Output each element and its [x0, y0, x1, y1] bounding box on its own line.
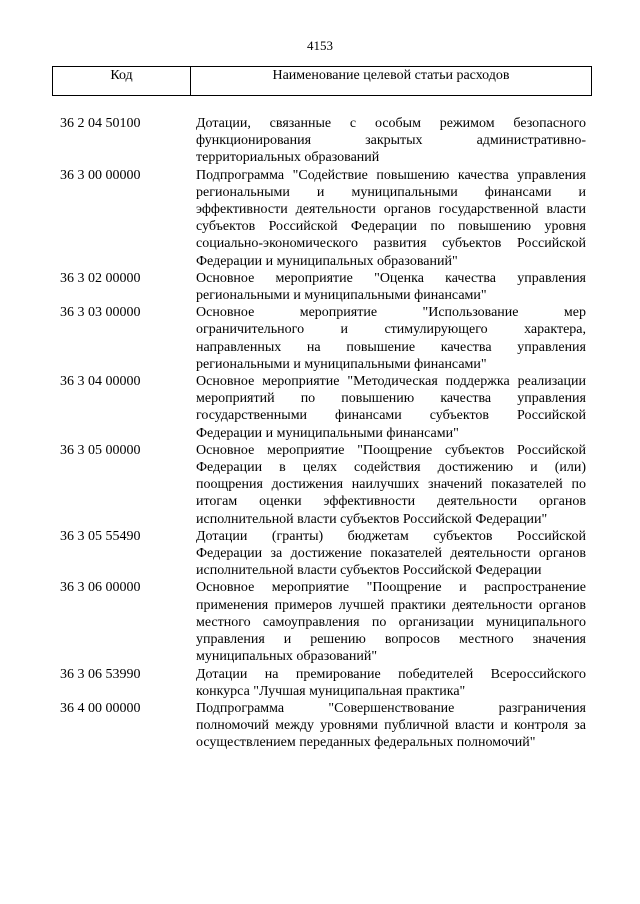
budget-item-name-line: Дотации, связанные с особым режимом безопасного [196, 116, 586, 131]
budget-item-name [196, 373, 586, 442]
budget-item-name-line: эффективности деятельности органов государственной власти [196, 202, 586, 218]
budget-item-name-line: Федерации в целях содействия достижению и (или) [196, 460, 586, 476]
budget-item-name-line: конкурса "Лучшая муниципальная практика" [196, 683, 466, 699]
budget-item-name-line: Федерации за достижение показателей деятельности органов [196, 546, 586, 562]
budget-item-name-line: Основное мероприятие "Поощрение субъектов Российской [196, 442, 586, 458]
budget-item-name [196, 579, 586, 665]
budget-item-code: 36 2 04 50100 [60, 116, 141, 131]
budget-item-name-line: осуществлением переданных федеральных полномочий" [196, 735, 536, 751]
budget-item-name-line: мероприятий по повышению качества управления [196, 391, 586, 407]
budget-item-name-line: Дотации на премирование победителей Всероссийского [196, 666, 586, 682]
budget-item-name-line: Основное мероприятие "Поощрение и распространение [196, 580, 586, 596]
page-number: 4153 [307, 38, 333, 53]
budget-item-name [196, 270, 586, 304]
budget-item-name-line: ограничительного и стимулирующего характера, [196, 322, 586, 338]
budget-items-list [60, 115, 590, 752]
budget-item-row [60, 442, 590, 528]
budget-item-name-line: Подпрограмма "Совершенствование разграничения [196, 700, 586, 716]
budget-item-name-line: субъектов Российской Федерации по повышению уровня [196, 219, 586, 235]
budget-item-code: 36 3 05 00000 [60, 442, 141, 458]
budget-item-name-line: Федерации и муниципальными финансами" [196, 425, 459, 441]
budget-item-name-line: муниципальных образований" [196, 649, 378, 665]
budget-item-name-line: социально-экономического развития субъектов Российской [196, 236, 586, 252]
budget-item-name [196, 442, 586, 528]
budget-item-code: 36 3 06 00000 [60, 580, 141, 596]
budget-item-row [60, 373, 590, 442]
budget-item-name-line: региональными и муниципальными финансами" [196, 288, 487, 304]
budget-item-code: 36 3 00 00000 [60, 167, 141, 183]
budget-item-code: 36 4 00 00000 [60, 700, 141, 716]
budget-item-name-line: функционирования закрытых административно- [196, 133, 586, 149]
budget-item-name [196, 167, 586, 270]
table-header [52, 66, 592, 96]
budget-item-name-line: исполнительной власти субъектов Российской Федерации [196, 563, 542, 579]
budget-item-name-line: итогам оценки эффективности деятельности органов [196, 494, 586, 510]
budget-item-name-line: Основное мероприятие "Оценка качества управления [196, 270, 586, 286]
budget-item-name-line: применения примеров лучшей практики деятельности органов [196, 597, 586, 613]
budget-item-name-line: территориальных образований [196, 150, 380, 166]
budget-item-code: 36 3 06 53990 [60, 666, 141, 682]
budget-item-row [60, 270, 590, 304]
budget-item-row [60, 115, 590, 167]
budget-item-name-line: региональными и муниципальными финансами и [196, 184, 586, 200]
column-header-name: Наименование целевой статьи расходов [272, 68, 510, 83]
budget-item-name [196, 115, 586, 167]
budget-item-name-line: полномочий между уровнями публичной власти и контроля за [196, 718, 586, 734]
budget-item-name [196, 700, 586, 752]
budget-item-name-line: Федерации и муниципальных образований" [196, 253, 458, 269]
budget-item-name-line: исполнительной власти субъектов Российской Федерации" [196, 511, 548, 527]
budget-item-row [60, 304, 590, 373]
budget-item-name-line: управления и решению вопросов местного значения [196, 632, 586, 648]
budget-item-name [196, 304, 586, 373]
budget-item-name [196, 666, 586, 700]
budget-item-name [196, 528, 586, 580]
budget-item-code: 36 3 04 00000 [60, 374, 141, 390]
budget-item-row [60, 528, 590, 580]
budget-item-name-line: государственными финансами субъектов Российской [196, 408, 586, 424]
budget-item-name-line: региональными и муниципальными финансами" [196, 356, 487, 372]
budget-item-name-line: местного самоуправления по организации муниципального [196, 614, 586, 630]
budget-item-code: 36 3 05 55490 [60, 528, 141, 544]
budget-item-name-line: Дотации (гранты) бюджетам субъектов Российской [196, 528, 586, 544]
budget-item-name-line: поощрения достижения наилучших значений показателей по [196, 477, 586, 493]
budget-item-name-line: направленных на повышение качества управления [196, 339, 586, 355]
budget-item-row [60, 579, 590, 665]
budget-item-code: 36 3 02 00000 [60, 270, 141, 286]
budget-item-row [60, 666, 590, 700]
budget-item-row [60, 700, 590, 752]
budget-item-row [60, 167, 590, 270]
budget-item-name-line: Основное мероприятие "Методическая поддержка реализации [196, 374, 586, 390]
budget-item-name-line: Подпрограмма "Содействие повышению качества управления [196, 167, 586, 183]
budget-item-code: 36 3 03 00000 [60, 305, 141, 321]
budget-item-name-line: Основное мероприятие "Использование мер [196, 305, 586, 321]
column-header-code: Код [53, 67, 191, 95]
